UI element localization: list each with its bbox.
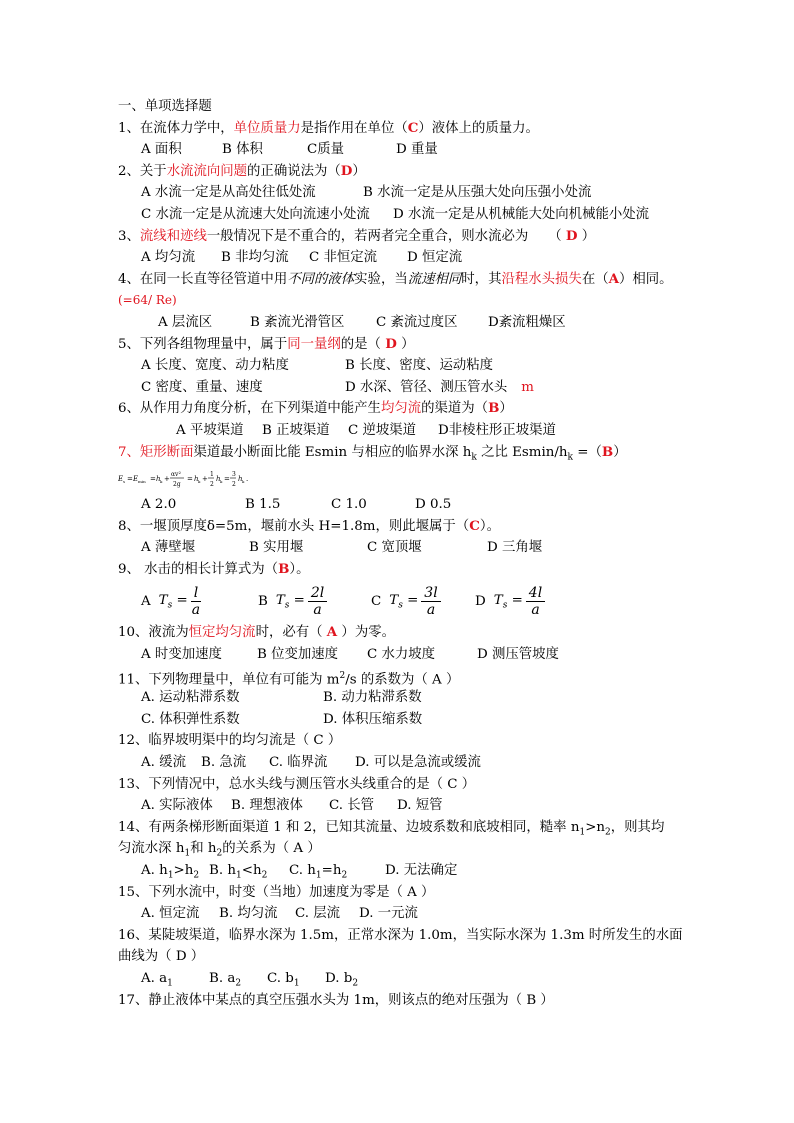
option-b: B 正坡渠道 xyxy=(262,422,330,438)
answer: B xyxy=(278,560,290,577)
svg-text:=: = xyxy=(127,475,133,484)
option-a: A. 运动粘滞系数 xyxy=(141,690,240,706)
svg-text:h: h xyxy=(156,475,161,484)
question-9-options xyxy=(118,580,678,622)
question-7: 7、矩形断面渠道最小断面比能 Esmin 与相应的临界水深 $h_k$ 之比 Esmin/$h_k =(B)$ xyxy=(118,443,627,463)
question-14-line2: 匀流水深 $h_1$和 $h_2$的关系为（ A ） xyxy=(118,841,321,860)
option-b: B 非均匀流 xyxy=(221,250,289,266)
option-d: D 测压管坡度 xyxy=(477,647,559,663)
question-12-options xyxy=(118,752,678,774)
option-c: C. 层流 xyxy=(295,906,341,922)
option-b: B 体积 xyxy=(222,142,263,158)
svg-text:E: E xyxy=(133,475,139,484)
option-b: B 长度、密度、运动粘度 xyxy=(345,358,494,374)
svg-text:1: 1 xyxy=(210,471,214,479)
option-d: D. $b_2$ xyxy=(325,970,359,989)
svg-text:+: + xyxy=(164,475,170,484)
answer: B xyxy=(601,443,614,460)
section-title: 一、单项选择题 xyxy=(118,99,212,114)
question-4-options xyxy=(118,312,678,334)
svg-text:E: E xyxy=(118,475,124,484)
question-7-options xyxy=(118,494,678,516)
option-c: C 宽顶堰 xyxy=(367,540,422,556)
option-a: A 面积 xyxy=(141,142,182,158)
question-1: 1、在流体力学中，单位质量力是指作用在单位（C）液体上的质量力。 xyxy=(118,119,539,136)
svg-text:2: 2 xyxy=(232,481,236,489)
question-2-options-row2 xyxy=(118,204,678,226)
option-a: A 平坡渠道 xyxy=(176,422,244,438)
option-d: D 水深、管径、测压管水头 xyxy=(345,379,508,395)
keyword: 流线和迹线 xyxy=(139,228,207,244)
svg-text:=: = xyxy=(150,475,156,484)
question-10: 10、液流为恒定均匀流时，必有（ A ）为零。 xyxy=(118,624,395,641)
option-c: C. 临界流 xyxy=(269,755,328,771)
option-a: A. 实际液体 xyxy=(141,798,213,814)
answer: B xyxy=(488,400,500,417)
option-b: B. 均匀流 xyxy=(219,906,278,922)
option-d: D 三角堰 xyxy=(487,540,543,556)
option-d: D 水流一定是从机械能大处向机械能小处流 xyxy=(393,206,650,222)
option-c: C $T_s$ = $\frac{3l}{a}$ xyxy=(371,580,441,622)
question-4-note: (=64/ Re) xyxy=(118,293,177,308)
question-8: 8、一堰顶厚度δ=5m，堰前水头 H=1.8m，则此堰属于（C）。 xyxy=(118,517,500,534)
question-14-options xyxy=(118,860,678,882)
question-2: 2、关于水流流向问题的正确说法为（D） xyxy=(118,162,366,179)
option-c: C质量 xyxy=(307,142,345,158)
question-6: 6、从作用力角度分析，在下列渠道中能产生均匀流的渠道为（B） xyxy=(118,400,513,417)
svg-text:=: = xyxy=(187,475,193,484)
option-a: A. 缓流 xyxy=(141,755,186,771)
svg-text:k: k xyxy=(198,479,201,485)
option-d: D 0.5 xyxy=(415,497,452,513)
option-a: A 水流一定是从高处往低处流 xyxy=(141,185,316,201)
svg-text:k: k xyxy=(242,479,245,485)
svg-text:+: + xyxy=(202,475,208,484)
question-5: 5、下列各组物理量中，属于同一量纲的是（ D ） xyxy=(118,335,415,352)
question-11-options-row2 xyxy=(118,709,678,731)
svg-text:.: . xyxy=(246,475,249,484)
formula-image xyxy=(118,465,318,491)
keyword: 沿程水头损失 xyxy=(501,271,582,287)
svg-text:h: h xyxy=(216,475,221,484)
option-d: D. 可以是急流或缓流 xyxy=(355,755,481,771)
question-16-options xyxy=(118,968,678,990)
question-16-line2: 曲线为（ D ） xyxy=(118,949,205,965)
question-4: 4、在同一长直等径管道中用不同的液体实验，当流速相同时，其沿程水头损失在（A）相同。 xyxy=(118,270,673,287)
option-a: A 2.0 xyxy=(141,497,177,513)
question-6-options xyxy=(118,420,678,442)
option-c: C 紊流过度区 xyxy=(376,314,458,330)
question-14-line1: 14、有两条梯形断面渠道 1 和 2，已知其流量、边坡系数和底坡相同，糙率 $n_1>n_2$，则其均 xyxy=(118,819,665,838)
option-b: B 水流一定是从压强大处向压强小处流 xyxy=(363,185,592,201)
option-c: C 水力坡度 xyxy=(367,647,436,663)
question-13-options xyxy=(118,795,678,817)
svg-text:αv²: αv² xyxy=(171,471,181,479)
keyword: 矩形断面 xyxy=(139,444,194,460)
svg-text:min: min xyxy=(138,479,146,485)
question-2-options-row1 xyxy=(118,182,678,204)
keyword: 水流流向问题 xyxy=(166,163,248,179)
svg-text:h: h xyxy=(238,475,243,484)
option-b: B 1.5 xyxy=(245,497,281,513)
option-a: A. $h_1>h_2$ xyxy=(141,863,200,881)
question-15-options xyxy=(118,903,678,925)
option-c: C 非恒定流 xyxy=(309,250,378,266)
option-b: B 实用堰 xyxy=(249,540,304,556)
option-c: C. 长管 xyxy=(329,798,375,814)
svg-text:2g: 2g xyxy=(173,481,181,489)
question-13: 13、下列情况中，总水头线与测压管水头线重合的是（ C ） xyxy=(118,776,476,792)
option-a: A. $a_1$ xyxy=(141,970,173,989)
option-d: D 恒定流 xyxy=(407,250,463,266)
answer: C xyxy=(469,517,480,534)
option-c: C 逆坡渠道 xyxy=(348,422,417,438)
option-d: D $T_s$ = $\frac{4l}{a}$ xyxy=(475,580,545,622)
stray-mark: m xyxy=(521,379,534,395)
option-a: A 长度、宽度、动力粘度 xyxy=(141,358,289,374)
question-17: 17、静止液体中某点的真空压强水头为 1m，则该点的绝对压强为（ B ） xyxy=(118,992,554,1008)
answer: A xyxy=(326,624,338,641)
option-b: B 紊流光滑管区 xyxy=(250,314,345,330)
option-b: B. 动力粘滞系数 xyxy=(323,690,422,706)
keyword: 均匀流 xyxy=(380,401,422,417)
option-b: B 位变加速度 xyxy=(257,647,339,663)
question-15: 15、下列水流中，时变（当地）加速度为零是（ A ） xyxy=(118,884,435,900)
option-c: C 密度、重量、速度 xyxy=(141,379,263,395)
question-1-options xyxy=(118,139,678,161)
keyword: 同一量纲 xyxy=(287,336,341,352)
answer: D xyxy=(340,162,353,179)
option-c: C 水流一定是从流速大处向流速小处流 xyxy=(141,206,370,222)
question-10-options xyxy=(118,644,678,666)
option-a: A $T_s$ = $\frac{l}{a}$ xyxy=(141,584,201,618)
question-3-options xyxy=(118,247,678,269)
option-a: A 层流区 xyxy=(158,314,213,330)
option-d: D非棱柱形正坡渠道 xyxy=(438,422,556,438)
answer: C xyxy=(407,119,419,136)
option-a: A 时变加速度 xyxy=(141,647,222,663)
svg-text:k: k xyxy=(220,479,223,485)
question-7-formula xyxy=(118,463,678,494)
question-3: 3、流线和迹线一般情况下是不重合的，若两者完全重合，则水流必为 （ D ） xyxy=(118,227,596,244)
question-11: 11、下列物理量中，单位有可能为 $m^2/s$ 的系数为（ A ） xyxy=(118,670,460,688)
option-c: C. $h_1=h_2$ xyxy=(289,863,348,881)
option-d: D. 无法确定 xyxy=(385,863,458,878)
svg-text:2: 2 xyxy=(210,481,214,489)
svg-text:k: k xyxy=(160,479,163,485)
option-c: C. 体积弹性系数 xyxy=(141,711,240,727)
question-9: 9、 水击的相长计算式为（B）。 xyxy=(118,560,310,577)
option-b: B. 理想液体 xyxy=(231,798,303,814)
question-16-line1: 16、某陡坡渠道，临界水深为 1.5m，正常水深为 1.0m，当实际水深为 1.3m 时所发生的水面 xyxy=(118,927,683,943)
option-b: B $T_s$ = $\frac{2l}{a}$ xyxy=(258,580,327,622)
option-d: D. 一元流 xyxy=(359,906,418,922)
question-5-options-row1 xyxy=(118,355,678,377)
option-a: A 均匀流 xyxy=(141,250,196,266)
answer: D xyxy=(565,227,578,244)
keyword: 单位质量力 xyxy=(233,120,301,136)
option-b: B. 急流 xyxy=(201,755,247,771)
option-a: A. 恒定流 xyxy=(141,906,200,922)
question-sheet xyxy=(118,96,683,1011)
option-c: C 1.0 xyxy=(331,497,367,513)
question-8-options xyxy=(118,537,678,559)
svg-text:3: 3 xyxy=(232,471,236,479)
answer: A xyxy=(608,270,619,287)
svg-text:=: = xyxy=(224,475,230,484)
option-c: C. $b_1$ xyxy=(267,970,300,989)
option-d: D紊流粗燥区 xyxy=(488,314,566,330)
option-a: A 薄壁堰 xyxy=(141,540,196,556)
svg-text:h: h xyxy=(194,475,199,484)
option-d: D. 短管 xyxy=(397,798,443,814)
keyword: 恒定均匀流 xyxy=(188,625,256,641)
question-5-options-row2 xyxy=(118,377,678,399)
option-d: D 重量 xyxy=(396,142,438,158)
answer: D xyxy=(385,335,397,352)
option-b: B. $a_2$ xyxy=(209,970,242,989)
svg-text:s: s xyxy=(123,479,126,485)
question-11-options-row1 xyxy=(118,687,678,709)
option-d: D. 体积压缩系数 xyxy=(323,711,423,727)
option-b: B. $h_1<h_2$ xyxy=(209,863,268,881)
question-12: 12、临界坡明渠中的均匀流是（ C ） xyxy=(118,733,342,749)
